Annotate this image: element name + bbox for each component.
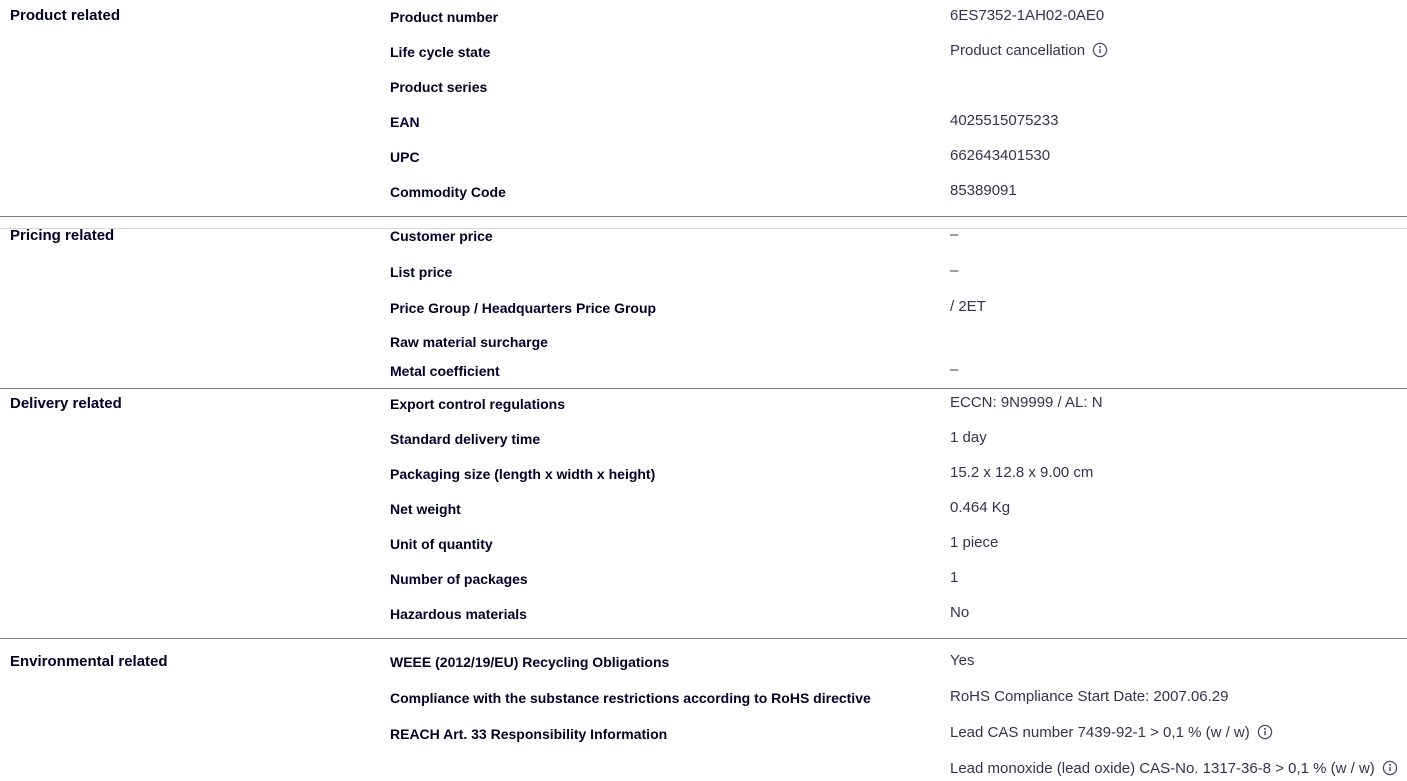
field-value [950, 651, 1391, 671]
section-title: Environmental related [10, 653, 168, 670]
field-value-text: No [950, 604, 970, 621]
field-value-text: 662643401530 [950, 147, 1051, 164]
section-title: Delivery related [10, 395, 122, 412]
table-row [390, 603, 1391, 638]
table-row [390, 146, 1391, 181]
field-label: EAN [390, 114, 420, 130]
field-label: Net weight [390, 501, 461, 517]
field-value-text: 4025515075233 [950, 112, 1059, 129]
table-row [390, 651, 1391, 687]
field-value-line [950, 41, 1391, 61]
field-value-text: RoHS Compliance Start Date: 2007.06.29 [950, 688, 1229, 705]
field-value [950, 360, 1391, 380]
field-label: UPC [390, 149, 420, 165]
field-value-line [950, 393, 1391, 413]
section-environmental-related [0, 638, 1407, 777]
section-title: Pricing related [10, 227, 115, 244]
field-value-text: 0.464 Kg [950, 499, 1011, 516]
field-label: Hazardous materials [390, 606, 527, 622]
field-value [950, 6, 1391, 26]
field-value-line [950, 297, 1391, 317]
field-label: Standard delivery time [390, 431, 541, 447]
field-label: Packaging size (length x width x height) [390, 466, 656, 482]
field-value-text: Lead monoxide (lead oxide) CAS-No. 1317-36-8 > 0,1 % (w / w) [950, 760, 1375, 777]
field-value [950, 297, 1391, 317]
field-value-text: 1 day [950, 429, 987, 446]
field-value-line [950, 651, 1391, 671]
field-value-text: – [950, 226, 959, 243]
section-product-related [0, 0, 1407, 216]
field-label: Price Group / Headquarters Price Group [390, 300, 657, 316]
table-row [390, 41, 1391, 76]
table-row [390, 181, 1391, 216]
field-value [950, 687, 1391, 707]
field-value [950, 498, 1391, 518]
table-row [390, 111, 1391, 146]
field-value [950, 261, 1391, 281]
field-value-text: / 2ET [950, 298, 986, 315]
section-delivery-related [0, 388, 1407, 638]
table-row [390, 723, 1391, 777]
field-value-line [950, 498, 1391, 518]
table-row [390, 360, 1391, 388]
field-value [950, 181, 1391, 201]
field-value-text: 1 [950, 569, 959, 586]
table-row [390, 261, 1391, 297]
field-label: Unit of quantity [390, 536, 493, 552]
field-value-line [950, 6, 1391, 26]
field-value [950, 568, 1391, 588]
field-label: WEEE (2012/19/EU) Recycling Obligations [390, 654, 670, 670]
field-value-line [950, 603, 1391, 623]
field-value [950, 723, 1398, 781]
table-row [390, 428, 1391, 463]
field-value [950, 111, 1391, 131]
field-value-text: 6ES7352-1AH02-0AE0 [950, 7, 1105, 24]
table-row [390, 568, 1391, 603]
field-value [950, 428, 1391, 448]
field-value-text: 1 piece [950, 534, 999, 551]
field-value [950, 41, 1391, 61]
field-value [950, 533, 1391, 553]
section-title: Product related [10, 7, 121, 24]
field-value-text: ECCN: 9N9999 / AL: N [950, 394, 1103, 411]
field-value-line [950, 111, 1391, 131]
section-pricing-related [0, 216, 1407, 388]
field-label: Product number [390, 9, 499, 25]
field-value-line [950, 687, 1391, 707]
field-label: Customer price [390, 228, 493, 244]
field-label: Commodity Code [390, 184, 506, 200]
field-value-line [950, 568, 1391, 588]
field-value-text: Lead CAS number 7439-92-1 > 0,1 % (w / w) [950, 724, 1250, 741]
field-value-line [950, 261, 1391, 281]
field-label: Number of packages [390, 571, 528, 587]
field-label: Product series [390, 79, 488, 95]
info-icon[interactable] [1257, 724, 1273, 740]
field-value-text: Yes [950, 652, 975, 669]
field-value-text: Product cancellation [950, 42, 1086, 59]
field-value-line [950, 533, 1391, 553]
info-icon[interactable] [1092, 42, 1108, 58]
field-label: REACH Art. 33 Responsibility Information [390, 726, 668, 742]
table-row [390, 393, 1391, 428]
table-row [390, 76, 1391, 111]
table-row [390, 331, 1391, 360]
field-label: Compliance with the substance restrictions according to RoHS directive [390, 690, 871, 706]
table-row [390, 225, 1391, 261]
field-value [950, 393, 1391, 413]
table-row [390, 463, 1391, 498]
field-value [950, 463, 1391, 483]
field-label: List price [390, 264, 453, 280]
field-value-text: – [950, 361, 959, 378]
field-value-text: 85389091 [950, 182, 1017, 199]
field-value-line [950, 723, 1398, 759]
field-value [950, 146, 1391, 166]
field-value-line [950, 360, 1391, 380]
field-value-text: – [950, 262, 959, 279]
table-row [390, 687, 1391, 723]
field-value-line [950, 181, 1391, 201]
field-value-line [950, 759, 1398, 781]
field-label: Metal coefficient [390, 363, 500, 379]
field-label: Raw material surcharge [390, 334, 548, 350]
field-label: Life cycle state [390, 44, 491, 60]
table-row [390, 6, 1391, 41]
field-value-line [950, 146, 1391, 166]
field-label: Export control regulations [390, 396, 566, 412]
field-value-line [950, 463, 1391, 483]
field-value-line [950, 225, 1391, 245]
field-value-text: 15.2 x 12.8 x 9.00 cm [950, 464, 1094, 481]
table-row [390, 533, 1391, 568]
table-row [390, 297, 1391, 331]
info-icon[interactable] [1382, 760, 1398, 776]
field-value [950, 603, 1391, 623]
table-row [390, 498, 1391, 533]
field-value [950, 225, 1391, 245]
field-value-line [950, 428, 1391, 448]
